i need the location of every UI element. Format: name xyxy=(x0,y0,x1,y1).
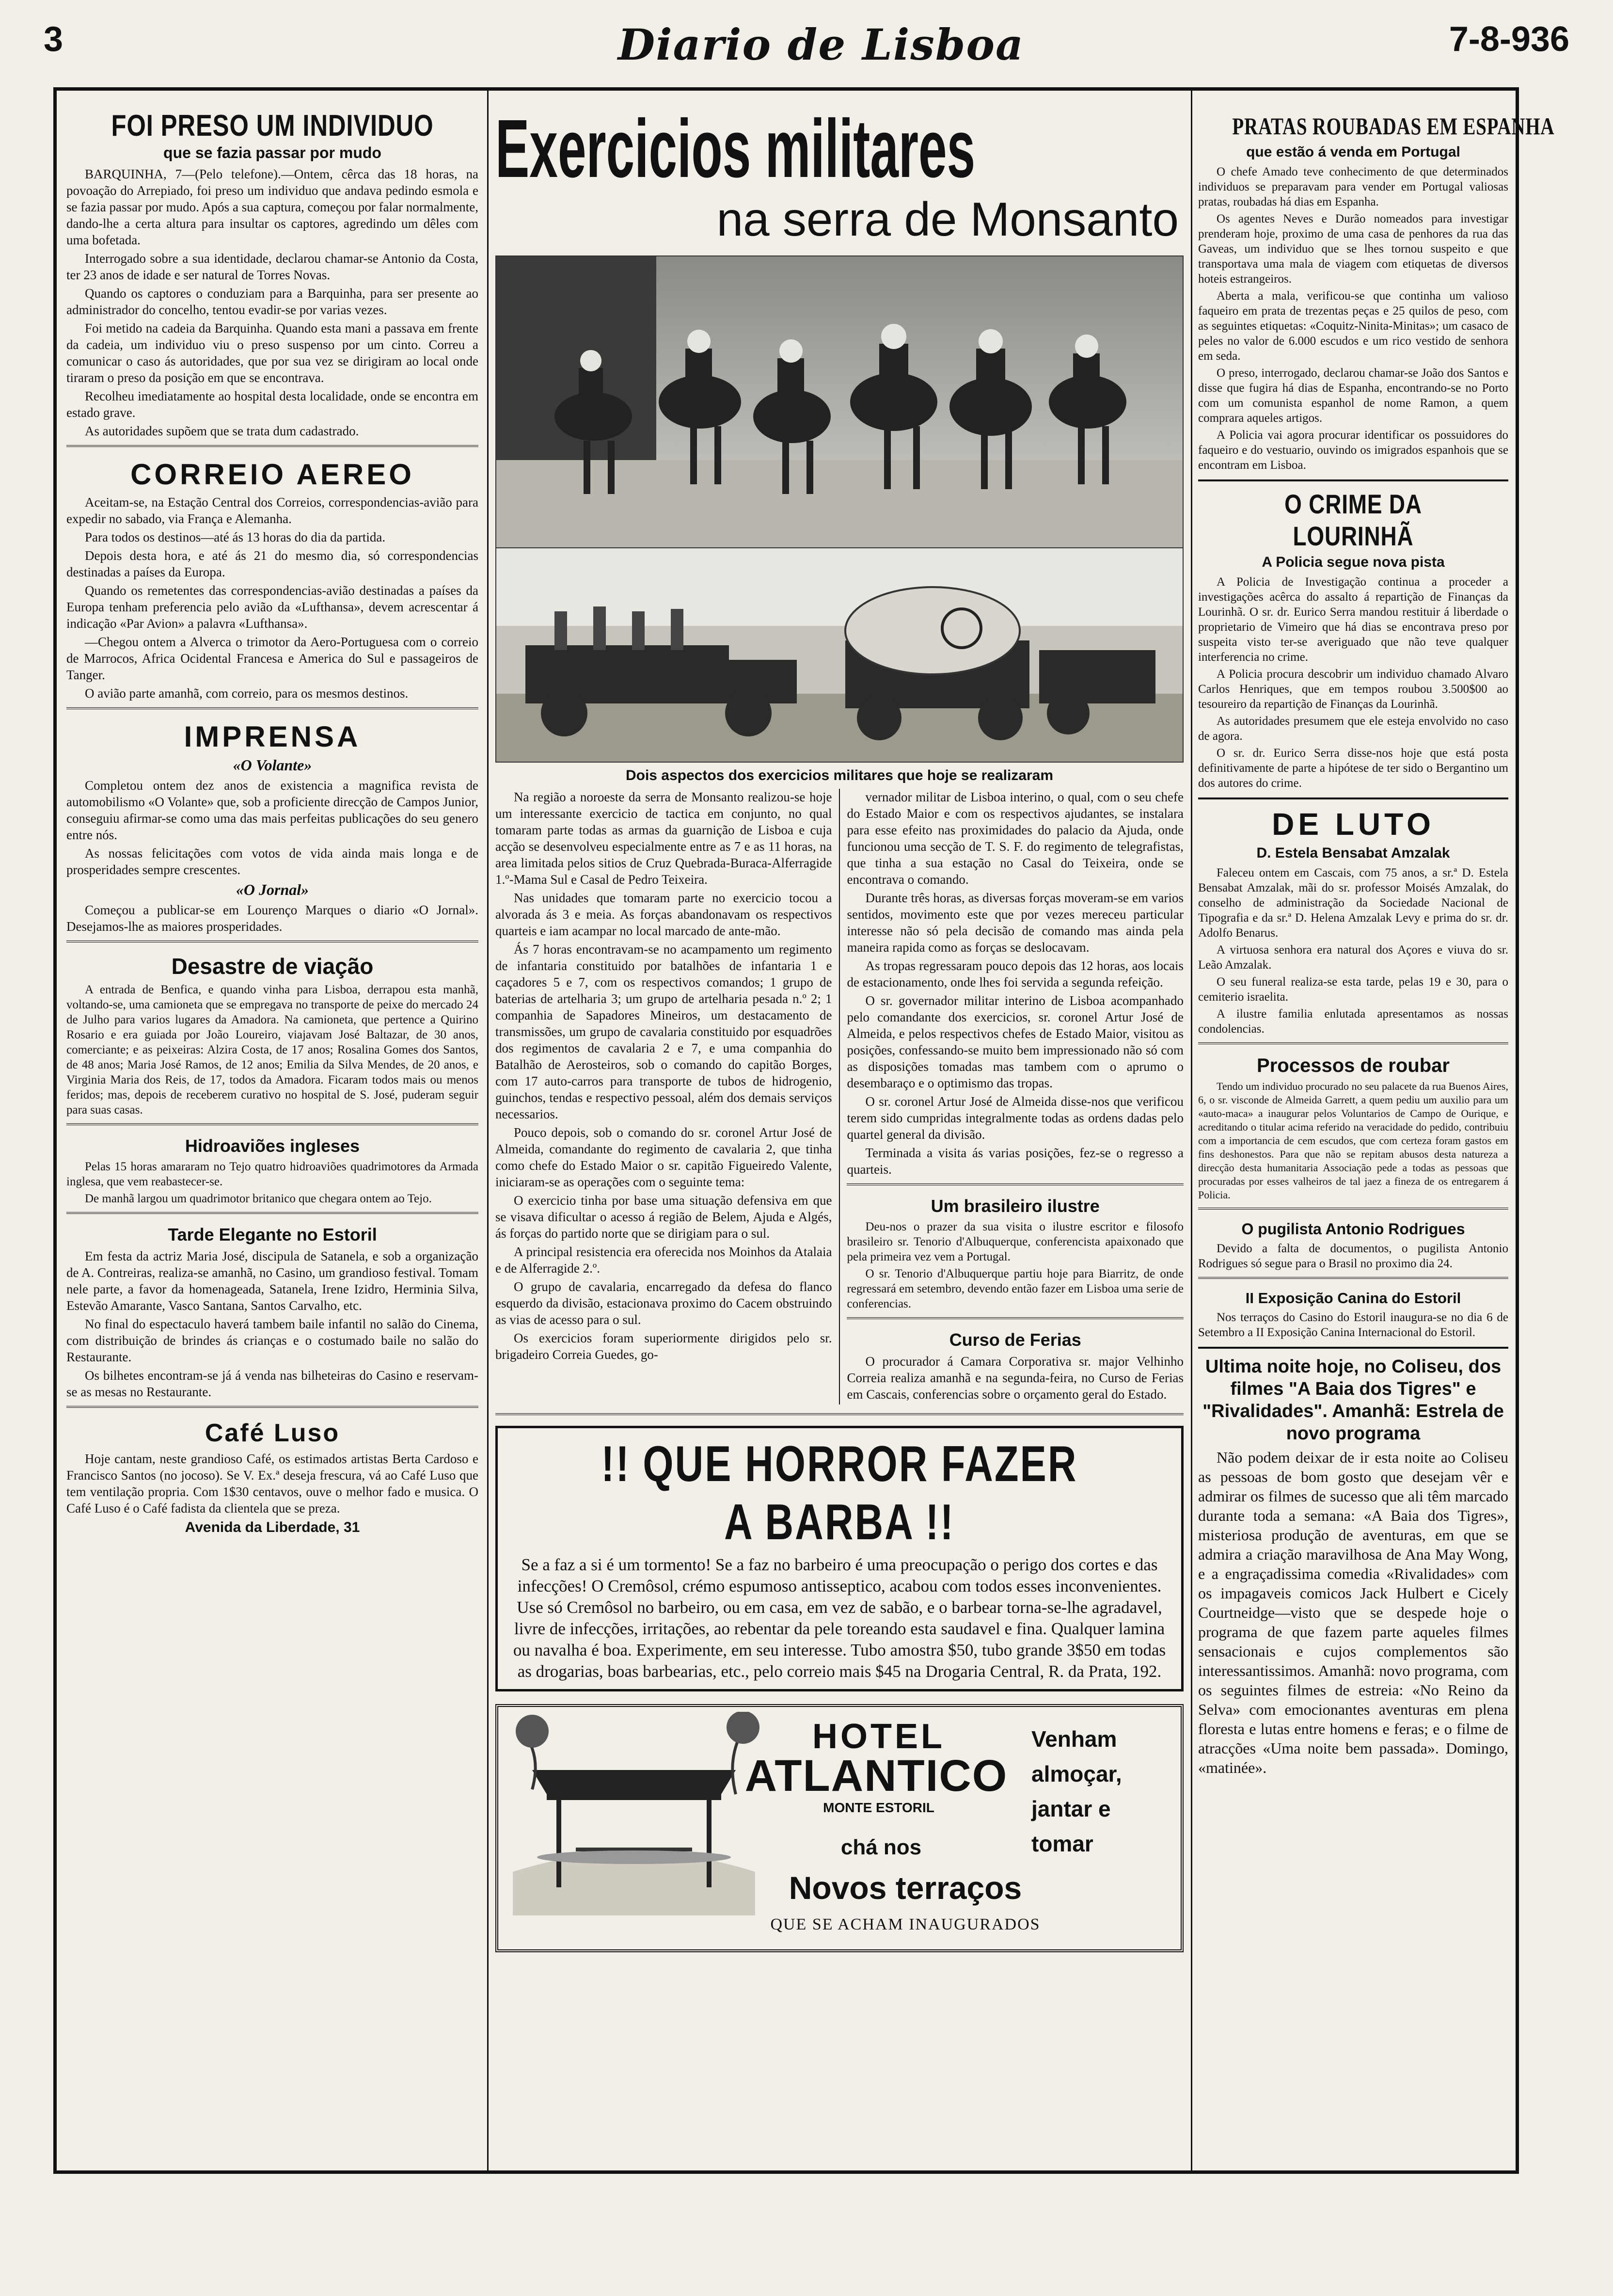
correio-paragraph: Depois desta hora, e até ás 21 do mesmo dia, só correspondencias destinadas a países da Europa. xyxy=(66,548,478,579)
hotel-place: MONTE ESTORIL xyxy=(823,1800,934,1815)
coliseu-text: Não podem deixar de ir esta noite ao Coliseu as pessoas de bom gosto que desejam vêr e admirar os filmes de sucesso que ali têm marcado durante toda a semana: «A Baia dos Tigres», misteriosa produção de aventuras, em que se admira a criação maravilhosa de Ana May Wong, e a engraçadissima comedia «Rivalidades» com os impagaveis comicos Jack Hulbert e Cicely Courtneidge—visto que se despede hoje o programa de que fazem parte aqueles filmes sensacionais e cujos complementos são interessantissimos. Amanhã: novo programa, com os seguintes filmes de estreia: «No Reino da Selva» com emocionantes aventuras em plena floresta e lutas entre homens e feras; e o filme de atracções «Uma noite bem passada». Domingo, «matinée». xyxy=(1198,1449,1508,1776)
luto-paragraph: O seu funeral realiza-se esta tarde, pelas 19 e 30, para o cemiterio israelita. xyxy=(1198,975,1508,1004)
preso-paragraph: Recolheu imediatamente ao hospital desta localidade, onde se encontra em estado grave. xyxy=(66,389,478,420)
processos-headline: Processos de roubar xyxy=(1257,1055,1450,1076)
cafe-headline: Café Luso xyxy=(205,1419,340,1447)
divider xyxy=(1198,1208,1508,1214)
divider xyxy=(66,941,478,947)
divider xyxy=(66,1406,478,1413)
hotel-invite: Venham almoçar, jantar e tomar xyxy=(1031,1726,1122,1856)
desastre-text: A entrada de Benfica, e quando vinha para Lisboa, derrapou esta manhã, voltando-se, uma camioneta que se empregava no transporte de peixe do mercado 24 de Julho para varios lugares da Amadora. Na camioneta, que pertence a Quirino Rosario e era guiada por João Loureiro, viajavam José Baltazar, de 30 anos, comerciante; e as peixeiras: Alzira Costa, de 17 anos; Rosalina Gomes dos Santos, de 48 anos; Maria José Ramos, de 12 anos; Emilia da Silva Mendes, de 20 anos, e Virginia Maria dos Reis, de 17, todos da Amadora. Ficaram todos mais ou menos feridos; mas, depois de receberem curativo no hospital de S. José, puderam seguir para suas casas. xyxy=(66,983,478,1116)
hidro-headline: Hidroaviões ingleses xyxy=(185,1136,360,1156)
divider xyxy=(847,1183,1184,1190)
pratas-paragraph: Aberta a mala, verificou-se que continha um valioso faqueiro em prata de trezentas peças e 25 quilos de peso, com as seguintes etiquetas: «Coquitz-Ninita-Minitas»; um casaco de peles no valor de 6.000 escudos e um rico vestido de senhora em seda. xyxy=(1198,289,1508,363)
imprensa-headline: IMPRENSA xyxy=(184,720,361,753)
canina-text: Nos terraços do Casino do Estoril inaugura-se no dia 6 de Setembro a II Exposição Canina Internacional do Estoril. xyxy=(1198,1311,1508,1339)
correio-headline: CORREIO AEREO xyxy=(130,458,414,491)
lourinha-paragraph: O sr. dr. Eurico Serra disse-nos hoje que está posta definitivamente de parte a hipótese de ter sido o Bergantino um dos autores do crime. xyxy=(1198,747,1508,790)
luto-subhead: D. Estela Bensabat Amzalak xyxy=(1256,845,1450,861)
cavalry-photo-image xyxy=(496,256,1184,547)
photo-caption: Dois aspectos dos exercicios militares que hoje se realizaram xyxy=(625,767,1054,783)
processos-text: Tendo um individuo procurado no seu palacete da rua Buenos Aires, 6, o sr. visconde de Almeida Garrett, a quem pediu um auxilio para um «auto-maca» a inaugurar pelos Voluntarios de Campo de Ourique, e acreditando o titular acima referido na veracidade do pedido, contribuiu com a importancia de cem escudos, que com certeza foram gastos em fins deshonestos. Para que não se repitam abusos desta natureza a direcção desta humanitaria Associação pede a todas as pessoas que procuradas por esses valheiros de tal jaez a fineza de os entregarem á Policia. xyxy=(1198,1080,1508,1201)
divider xyxy=(66,1123,478,1130)
volante-text: Completou ontem dez anos de existencia a magnifica revista de automobilismo «O Volante» que, sob a proficiente direcção de Campos Junior, conseguiu afirmar-se como uma das mais perfeitas publicações do seu genero entre nós. xyxy=(66,778,478,842)
volante-text2: As nossas felicitações com votos de vida ainda mais longa e de prosperidades sempre crescentes. xyxy=(66,846,478,877)
pugilista-headline: O pugilista Antonio Rodrigues xyxy=(1241,1220,1465,1238)
page-header xyxy=(44,19,1598,73)
ad-cremosol xyxy=(495,1426,1184,1691)
pratas-headline: PRATAS ROUBADAS EM ESPANHA xyxy=(1232,112,1555,140)
tarde-text3: Os bilhetes encontram-se já á venda nas bilheteiras do Casino e reservam-se as mesas no Restaurante. xyxy=(66,1368,478,1399)
jornal-title: «O Jornal» xyxy=(236,881,309,898)
lourinha-subhead: A Policia segue nova pista xyxy=(1262,554,1445,570)
pratas-paragraph: O chefe Amado teve conhecimento de que determinados individuos se preparavam para vender em Portugal valiosas pratas, roubadas há dias em Espanha. xyxy=(1198,165,1508,208)
page-number: 3 xyxy=(44,20,63,59)
trucks-photo-image xyxy=(496,548,1184,762)
preso-paragraph: Foi metido na cadeia da Barquinha. Quando esta mani a passava em frente da cadeia, um individuo viu o preso suspenso por um cinto. Correu a comunicar o caso ás autoridades, que por sua vez se dirigiram ao local onde tiraram o preso da posição em que se encontrava. xyxy=(66,321,478,385)
brasileiro-text2: O sr. Tenorio d'Albuquerque partiu hoje para Biarritz, de onde regressará em setembro, devendo então fazer em Lisboa uma serie de conferencias. xyxy=(847,1267,1184,1310)
divider xyxy=(1198,479,1508,481)
lourinha-paragraph: A Policia de Investigação continua a proceder a investigações acêrca do assalto á repartição de Finanças da Lourinhã. O sr. dr. Eurico Serra mandou restituir á liberdade o proprietario de Vimeiro que há dias se encontrava preso por suspeita visto ter-se averiguado que não teve qualquer interferencia no crime. xyxy=(1198,575,1508,664)
exercicios-paragraph: O grupo de cavalaria, encarregado da defesa do flanco esquerdo da divisão, estacionava proximo do Cacem obstruindo as vias de acesso para o sul. xyxy=(495,1279,832,1327)
cafe-address: Avenida da Liberdade, 31 xyxy=(185,1519,360,1535)
page-frame xyxy=(53,87,1555,2174)
center-article-col2 xyxy=(847,789,1184,1404)
canina-headline: II Exposição Canina do Estoril xyxy=(1245,1290,1461,1307)
preso-paragraph: Quando os captores o conduziam para a Barquinha, para ser presente ao administrador do concelho, tentou evadir-se por varias vezes. xyxy=(66,286,478,317)
exercicios-paragraph: O exercicio tinha por base uma situação defensiva em que se visava dificultar o acesso á região de Belem, Ajuda e Algés, ás forças do partido norte que se dirigiam para o sul. xyxy=(495,1193,832,1241)
desastre-headline: Desastre de viação xyxy=(171,954,374,979)
ad-hotel-atlantico xyxy=(495,1704,1184,1952)
luto-paragraph: A ilustre familia enlutada apresentamos as nossas condolencias. xyxy=(1198,1007,1508,1036)
hotel-cha: chá nos xyxy=(840,1835,922,1859)
preso-subhead: que se fazia passar por mudo xyxy=(163,144,381,161)
exercicios-paragraph: Na região a noroeste da serra de Monsanto realizou-se hoje um interessante exercicio de tactica em conjunto, no qual tomaram parte todas as armas da guarnição de Lisboa e cuja acção se desenvolveu especialmente entre as 7 e as 11 horas, na area limitada pelos sitios de Cruz Quebrada-Buraca-Alferragide 1.º-Mama Sul e Casal de Pedro Teixeira. xyxy=(495,790,832,887)
right-column xyxy=(1198,110,1555,1779)
divider xyxy=(1198,1042,1508,1049)
divider xyxy=(1198,1277,1508,1284)
preso-paragraph: Interrogado sobre a sua identidade, declarou chamar-se Antonio da Costa, ter 23 anos de idade e ser natural de Torres Novas. xyxy=(66,251,478,282)
exercicios-paragraph: As tropas regressaram pouco depois das 12 horas, aos locais de estacionamento, onde lhes foi servida a segunda refeição. xyxy=(847,958,1184,989)
luto-headline: DE LUTO xyxy=(1272,807,1435,842)
masthead: Diario de Lisboa xyxy=(617,19,1025,70)
center-subheadline: na serra de Monsanto xyxy=(716,192,1179,246)
lourinha-paragraph: A Policia procura descobrir um individuo chamado Alvaro Carlos Henriques, que em tempos roubou 3.500$00 ao tesoureiro da repartição de Finanças da Lourinhã. xyxy=(1198,668,1508,711)
hotel-name-1: HOTEL xyxy=(812,1717,945,1756)
hidro-text2: De manhã largou um quadrimotor britanico que chegara ontem ao Tejo. xyxy=(85,1192,432,1205)
divider xyxy=(66,1212,478,1219)
divider xyxy=(1198,1347,1508,1349)
tarde-text2: No final do espectaculo haverá tambem baile infantil no salão do Cinema, com distribuição de brindes ás crianças e o costumado baile no salão do Restaurante. xyxy=(66,1317,478,1364)
exercicios-paragraph: Pouco depois, sob o comando do sr. coronel Artur José de Almeida, comandante do regimento de cavalaria 2, que tinha como chefe do Estado Maior o sr. capitão Figueiredo Valente, iniciaram-se as operações com o seguinte tema: xyxy=(495,1125,832,1189)
divider xyxy=(847,1317,1184,1324)
ferias-text: O procurador á Camara Corporativa sr. major Velhinho Correia realiza amanhã e na segunda-feira, no Curso de Ferias em Cascais, conferencias sobre o orçamento geral do Estado. xyxy=(847,1354,1184,1402)
preso-headline: FOI PRESO UM INDIVIDUO xyxy=(111,109,434,143)
pratas-paragraph: O preso, interrogado, declarou chamar-se João dos Santos e disse que fugira há dias de Espanha, encontrando-se no Porto com um comunista espanhol de nome Ramon, a quem comprara aqueles artigos. xyxy=(1198,367,1508,425)
correio-paragraph: —Chegou ontem a Alverca o trimotor da Aero-Portuguesa com o correio de Marrocos, Africa Ocidental Francesa e America do Sul e passageiros de Tanger. xyxy=(66,635,478,682)
column-rule xyxy=(487,91,489,2170)
exercicios-paragraph: O sr. governador militar interino de Lisboa acompanhado pelo comandante dos exercicios, sr. coronel Artur José de Almeida, e pelos respectivos chefes de Estado Maior, visitou as posições, confessando-se muito bem impressionado não só com as disposições tomadas mas tambem com o aprumo o desembaraço e o optimismo das tropas. xyxy=(847,993,1184,1090)
hotel-inaugurados: QUE SE ACHAM INAUGURADOS xyxy=(770,1915,1041,1933)
hotel-illustration xyxy=(503,1712,765,1940)
issue-date: 7-8-936 xyxy=(1449,20,1569,59)
brasileiro-text: Deu-nos o prazer da sua visita o ilustre escritor e filosofo brasileiro sr. Tenorio d'Albuquerque, conferencista apaixonado que pela primeira vez vem a Portugal. xyxy=(847,1220,1184,1263)
hotel-novos-terracos: Novos terraços xyxy=(789,1870,1022,1906)
left-column xyxy=(66,110,478,1539)
exercicios-paragraph: Durante três horas, as diversas forças moveram-se em varios sentidos, movimento este que por vezes mereceu particular interesse não só pela decisão de comando mas ainda pela maneira rapida como as forças se deslocavam. xyxy=(847,891,1184,955)
luto-paragraph: A virtuosa senhora era natural dos Açores e viuva do sr. Leão Amzalak. xyxy=(1198,943,1508,972)
pugilista-text: Devido a falta de documentos, o pugilista Antonio Rodrigues só segue para o Brasil no proximo dia 24. xyxy=(1198,1242,1508,1270)
hotel-name-2: ATLANTICO xyxy=(744,1751,1008,1801)
jornal-text: Começou a publicar-se em Lourenço Marques o diario «O Jornal». Desejamos-lhe as maiores prosperidades. xyxy=(66,903,478,934)
preso-paragraph: BARQUINHA, 7—(Pelo telefone).—Ontem, cêrca das 18 horas, na povoação do Arrepiado, foi preso um individuo que andava pedindo esmola e se fazia passar por mudo. Após a sua captura, começou por falar normalmente, dando-lhe a certa altura para insultar os captores, agredindo um dêles com uma bofetada. xyxy=(66,167,478,247)
coliseu-headline: Ultima noite hoje, no Coliseu, dos filmes "A Baia dos Tigres" e "Rivalidades". Amanhã: Estrela de novo programa xyxy=(1202,1356,1504,1444)
pratas-subhead: que estão á venda em Portugal xyxy=(1246,144,1460,160)
lourinha-headline: O CRIME DA LOURINHÃ xyxy=(1284,489,1422,551)
exercicios-paragraph: A principal resistencia era oferecida nos Moinhos da Atalaia e de Alferragide 2.º. xyxy=(495,1244,832,1276)
exercicios-paragraph: vernador militar de Lisboa interino, o qual, com o seu chefe do Estado Maior e com os respectivos ajudantes, se instalara para esse efeito nas proximidades do palacio da Ajuda, onde funcionou uma secção de T. S. F. do regimento de telegrafistas, que tinha a sua estação no Casal do Teixeira, onde se encontrava o comando. xyxy=(847,790,1184,887)
cremosol-headline: !! QUE HORROR FAZER A BARBA !! xyxy=(601,1436,1078,1550)
column-rule xyxy=(1191,91,1192,2170)
brasileiro-headline: Um brasileiro ilustre xyxy=(931,1196,1100,1216)
lourinha-paragraph: As autoridades presumem que ele esteja envolvido no caso de agora. xyxy=(1198,715,1508,743)
ferias-headline: Curso de Ferias xyxy=(949,1330,1081,1350)
center-headline: Exercicios militares xyxy=(495,103,976,195)
pratas-paragraph: Os agentes Neves e Durão nomeados para investigar prenderam hoje, proximo de uma casa de penhores da rua das Gaveas, um individuo que se lhes tornou suspeito e que transportava uma mala de viagem com etiquetas de diversos hoteis estrangeiros. xyxy=(1198,212,1508,286)
center-article-columns xyxy=(495,789,1184,1404)
photo-trucks xyxy=(495,548,1184,763)
divider xyxy=(1198,797,1508,799)
cremosol-text: Se a faz a si é um tormento! Se a faz no barbeiro é uma preocupação o perigo dos cortes e das infecções! O Cremôsol, crémo espumoso antisseptico, acabou com todos esses inconvenientes. Use só Cremôsol no barbeiro, ou em casa, em vez de sabão, e o barbear torna-se-lhe agradavel, livre de infecções, irritações, ao rebentar da pele toreando esta saudavel e fina. Qualquer lamina ou navalha é boa. Experimente, em seu interesse. Tubo amostra $50, tubo grande 3$50 em todas as drogarias, boas barbearias, etc., pelo correio mais $45 na Drogaria Central, R. da Prata, 192. xyxy=(513,1555,1166,1681)
divider xyxy=(66,707,478,714)
correio-paragraph: Aceitam-se, na Estação Central dos Correios, correspondencias-avião para expedir no sabado, via França e Alemanha. xyxy=(66,495,478,526)
exercicios-paragraph: Terminada a visita ás varias posições, fez-se o regresso a quarteis. xyxy=(847,1146,1184,1177)
exercicios-paragraph: Nas unidades que tomaram parte no exercicio tocou a alvorada ás 3 e meia. As forças abandonavam os respectivos quarteis e iam acampar no local marcado de ante-mão. xyxy=(495,891,832,938)
volante-title: «O Volante» xyxy=(233,756,312,774)
luto-paragraph: Faleceu ontem em Cascais, com 75 anos, a sr.ª D. Estela Bensabat Amzalak, mãi do sr. professor Moisés Amzalak, do conselho de administração da Sociedade Nacional de Tipografia e da sr.ª D. Helena Amzalak Levy e prima do sr. dr. Adolfo Benarus. xyxy=(1198,866,1508,940)
exercicios-paragraph: O sr. coronel Artur José de Almeida disse-nos que verificou terem sido cumpridas integralmente todas as ordens dadas pelo quartel general da divisão. xyxy=(847,1094,1184,1142)
divider xyxy=(66,445,478,452)
preso-paragraph: As autoridades supõem que se trata dum cadastrado. xyxy=(85,424,359,438)
column-rule xyxy=(839,789,840,1404)
photo-cavalry xyxy=(495,255,1184,548)
divider xyxy=(495,1413,1184,1420)
center-column xyxy=(495,105,1184,1952)
center-article-col1 xyxy=(495,789,832,1404)
pratas-paragraph: A Policia vai agora procurar identificar os possuidores do faqueiro e do vestuario, ouvindo os imigrados espanhois que se encontram em Lisboa. xyxy=(1198,429,1508,472)
hidro-text: Pelas 15 horas amararam no Tejo quatro hidroaviões quadrimotores da Armada inglesa, que vem reabastecer-se. xyxy=(66,1160,478,1188)
tarde-text: Em festa da actriz Maria José, discipula de Satanela, e sob a organização de A. Contreiras, realiza-se amanhã, no Casino, um grandioso festival. Tomam nele parte, a favor da homenageada, Satanela, Irene Izidro, Herminia Silva, Estevão Amarante, Vasco Santana, Santos Carvalho, etc. xyxy=(66,1249,478,1313)
correio-paragraph: Quando os remetentes das correspondencias-avião destinadas a países da Europa tenham preferencia pelo avião da «Lufthansa», devem acrescentar á indicação «Par Avion» a palavra «Lufthansa». xyxy=(66,583,478,631)
exercicios-paragraph: Ás 7 horas encontravam-se no acampamento um regimento de infantaria constituido por batalhões de infantaria 1 e caçadores 5 e 7, com os respectivos comandos; 1 grupo de baterias de artelharia 3; um grupo de artelharia pesada n.º 2; 1 companhia de Sapadores Mineiros, um destacamento de transmissões, um grupo de cavalaria constituido por esquadrões dos regimentos de cavalaria 2 e 7, e uma companhia do Batalhão de Aerosteiros, sob o comando do capitão Borges, com 17 auto-carros para transporte de tubos de hidrogenio, guinchos, tendas e respectivo pessoal, além dos demais serviços necessarios. xyxy=(495,942,832,1121)
tarde-headline: Tarde Elegante no Estoril xyxy=(168,1225,377,1244)
correio-paragraph: O avião parte amanhã, com correio, para os mesmos destinos. xyxy=(85,686,409,701)
correio-paragraph: Para todos os destinos—até ás 13 horas do dia da partida. xyxy=(85,530,386,544)
exercicios-paragraph: Os exercicios foram superiormente dirigidos pelo sr. brigadeiro Correia Guedes, go- xyxy=(495,1331,832,1362)
cafe-text: Hoje cantam, neste grandioso Café, os estimados artistas Berta Cardoso e Francisco Santos (no jocoso). Se V. Ex.ª deseja frescura, vá ao Café Luso que tem ventilação propria. Com 1$30 centavos, ouve o melhor fado e musica. O Café Luso é o Café fadista da clientela que se preza. xyxy=(66,1451,478,1515)
